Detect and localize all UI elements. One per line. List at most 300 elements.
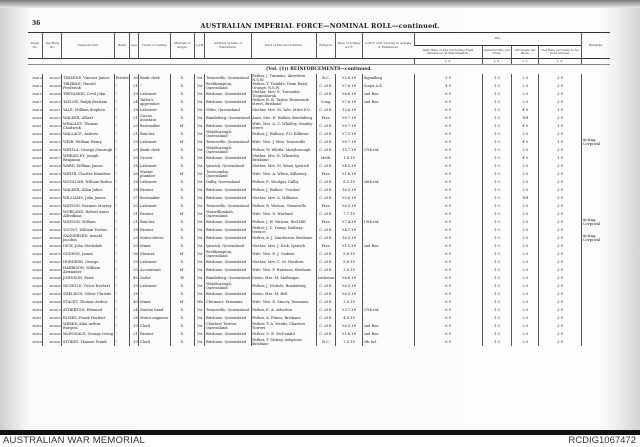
pay-value: 3 0: [512, 322, 539, 330]
tax-no: 402017: [43, 154, 62, 162]
enlistment-address: Brisbane, Queensland: [205, 98, 251, 106]
rank: ": [115, 194, 130, 202]
religion: Pres.: [317, 170, 336, 178]
married-status: S.: [170, 114, 194, 122]
table-row: [28, 146, 610, 154]
unit-served: 5th Inf.: [362, 338, 414, 346]
pay-value: 1 0: [539, 138, 582, 146]
unit-served: ..: [362, 106, 414, 114]
rank: ": [115, 298, 130, 306]
religion: C. of E.: [317, 226, 336, 234]
age: 18: [130, 186, 139, 194]
tax-no: 402050: [43, 290, 62, 298]
pay-value: 6 0: [414, 282, 482, 290]
joining-date: 13.6.18: [336, 106, 363, 114]
table-row: [28, 74, 610, 82]
married-status: S.: [170, 306, 194, 314]
tax-no: 402023: [43, 202, 62, 210]
tax-no: 402018: [43, 162, 62, 170]
regtl-no: 39433: [32, 204, 42, 208]
pay-value: 1 0: [539, 122, 582, 130]
regtl-no: 39447: [32, 292, 42, 296]
column-header-trade: Trade or Calling.: [139, 33, 170, 59]
pay-value: 6 0: [414, 106, 482, 114]
age: 40: [130, 298, 139, 306]
unit-served: ..: [362, 274, 414, 282]
married-status: S.: [170, 90, 194, 98]
column-header-tax: Tax Book No.: [43, 33, 62, 59]
next-of-kin: Mother, Mrs. E. Trevaskis, Toogoolawah: [251, 90, 316, 98]
pay-value: 1 0: [482, 306, 512, 314]
pay-value: 6 0: [414, 234, 482, 242]
age: 26: [130, 170, 139, 178]
remarks: [581, 74, 610, 82]
tax-no: 402016: [43, 146, 62, 154]
ajb: 1st: [194, 226, 204, 234]
enlistment-address: Maryborough, Queensland: [205, 130, 251, 138]
age: 27: [130, 194, 139, 202]
pay-value: 3 0: [512, 242, 539, 250]
pay-value: 3 0: [512, 266, 539, 274]
joining-date: 28.7.18: [336, 114, 363, 122]
trade: Bank clerk: [139, 146, 170, 154]
next-of-kin: Wife, Mrs. E. J. Godwin: [251, 250, 316, 258]
married-status: M.: [170, 170, 194, 178]
unit-served: 2nd Res.: [362, 330, 414, 338]
rank: ": [115, 122, 130, 130]
enlistment-address: Brisbane, Queensland: [205, 186, 251, 194]
religion: C. of E.: [317, 266, 336, 274]
ajb: 1st: [194, 186, 204, 194]
age: 18: [130, 290, 139, 298]
joining-date: 26.5.18: [336, 282, 363, 290]
pay-value: 3 0: [512, 274, 539, 282]
table-row: [28, 322, 610, 330]
joining-date: 26.5.18: [336, 290, 363, 298]
tax-no: 402019: [43, 306, 62, 314]
next-of-kin: Wife, Mrs. A. White, Killarney: [251, 170, 316, 178]
trade: Farmer: [139, 226, 170, 234]
pay-value: 2 0: [539, 74, 582, 82]
age: 21: [130, 130, 139, 138]
regtl-no: 39432: [32, 196, 42, 200]
unit-served: ..: [362, 298, 414, 306]
regtl-no: 39420: [32, 116, 42, 120]
table-row: [28, 114, 610, 122]
soldier-name: WATSON, Norman Murray: [62, 202, 115, 210]
tax-no: 402046: [43, 274, 62, 282]
unit-label: s. d.: [482, 59, 512, 65]
pay-value: 3 0: [512, 250, 539, 258]
religion: C. of E.: [317, 90, 336, 98]
pay-value: 3 0: [512, 170, 539, 178]
remarks: [581, 202, 610, 210]
ajb: 1st: [194, 290, 204, 298]
regtl-no: 39442: [32, 268, 42, 272]
trade: Station hand: [139, 306, 170, 314]
married-status: M.: [170, 250, 194, 258]
age: 20: [130, 202, 139, 210]
pay-value: 6 0: [414, 290, 482, 298]
soldier-name: WALLACE, Andrew: [62, 130, 115, 138]
pay-value: 3 0: [512, 98, 539, 106]
soldier-name: TREVASKIS, Cecil John: [62, 90, 115, 98]
pay-value: 2 0: [539, 130, 582, 138]
enlistment-address: Bundaberg, Queensland: [205, 276, 250, 280]
remarks: [581, 330, 610, 338]
next-of-kin: Father, J. Walker, "Gordon": [251, 186, 316, 194]
trade: Bootmaker: [139, 122, 170, 130]
unit-served: ..: [362, 194, 414, 202]
ajb: 1st: [194, 210, 204, 218]
soldier-name: JOHNSON, Peter: [62, 274, 115, 282]
next-of-kin: Father, J. Timmins, Aberdeen, N.S.W.: [251, 74, 316, 82]
next-of-kin: Father, W. Whitla, Maryborough: [251, 146, 316, 154]
married-status: S.: [170, 290, 194, 298]
enlistment-address: Murwillumbah, Queensland: [205, 210, 251, 218]
soldier-name: WILLIAMS, John James: [62, 194, 115, 202]
trade: Butcher: [139, 218, 170, 226]
pay-value: 6 0: [414, 98, 482, 106]
regtl-no: 39438: [32, 244, 42, 248]
column-header-name: Name (in full).: [62, 33, 115, 59]
pay-value: 6 0: [414, 90, 482, 98]
pay-value: 6 0: [414, 266, 482, 274]
remarks: Acting Corporal: [581, 234, 610, 242]
enlistment-address: Charters Towers, Queensland: [205, 322, 251, 330]
joining-date: 8.5.18: [336, 178, 363, 186]
table-row: [28, 242, 610, 250]
rank: ": [115, 106, 130, 114]
enlistment-address: Ipswich, Queensland: [205, 242, 251, 250]
remarks: [581, 114, 610, 122]
joining-date: 24.7.18: [336, 226, 363, 234]
pay-value: 3 0: [512, 330, 539, 338]
pay-value: 6 0: [414, 242, 482, 250]
married-status: S.: [170, 82, 194, 90]
regtl-no: 39414: [32, 76, 42, 80]
unit-served: ..: [362, 154, 414, 162]
remarks: [581, 338, 610, 346]
pay-value: 6 0: [414, 146, 482, 154]
married-status: S.: [170, 74, 194, 82]
unit-label: s. d.: [512, 59, 539, 65]
pay-value: 6 0: [414, 154, 482, 162]
regtl-no: 39452: [32, 324, 42, 328]
pay-value: 1 0: [482, 186, 512, 194]
soldier-name: WATSON, William: [62, 218, 115, 226]
married-status: S.: [170, 194, 194, 202]
pay-value: 1 0: [482, 146, 512, 154]
page-number: 36: [32, 20, 41, 27]
unit-label: s. d.: [539, 59, 582, 65]
pay-value: 6 0: [414, 322, 482, 330]
pay-value: 1 0: [482, 250, 512, 258]
joining-date: 26.5.18: [336, 322, 363, 330]
married-status: M.: [170, 138, 194, 146]
trade: Butcher: [139, 130, 170, 138]
regtl-no: 39424: [32, 140, 42, 144]
remarks: [581, 306, 610, 314]
rank: ": [115, 250, 130, 258]
table-row: [28, 154, 610, 162]
joining-date: 26.6.18: [336, 90, 363, 98]
pay-value: 1 0: [482, 330, 512, 338]
pay-value: 1 0: [482, 266, 512, 274]
age: 24: [130, 306, 139, 314]
soldier-name: ELMES, Frank Herbert: [62, 314, 115, 322]
pay-value: 1 0: [539, 154, 582, 162]
next-of-kin: Wife, Mrs. A. C. Whalley, Stanley-street: [251, 122, 316, 130]
pay-value: 6 0: [414, 170, 482, 178]
married-status: S.: [170, 218, 194, 226]
unit-served: ..: [362, 162, 414, 170]
joining-date: 21.8.18: [336, 330, 363, 338]
unit-served: ..: [362, 282, 414, 290]
religion: C. of E.: [317, 82, 336, 90]
pay-value: 1 0: [482, 290, 512, 298]
ajb: 1st: [194, 146, 204, 154]
tax-no: 402022: [43, 194, 62, 202]
pay-value: 3 0: [512, 90, 539, 98]
rank: ": [115, 242, 130, 250]
unit-served: 2nd Res.: [362, 242, 414, 250]
regtl-no: 39429: [32, 180, 42, 184]
tax-no: 402060: [43, 242, 62, 250]
soldier-name: YOUNG, William Tertius: [62, 226, 115, 234]
regtl-no: 39422: [32, 132, 42, 136]
trade: Grocer: [139, 154, 170, 162]
remarks: [581, 106, 610, 114]
pay-value: 6 0: [414, 162, 482, 170]
married-status: M.: [170, 210, 194, 218]
pay-value: 3 0: [512, 338, 539, 346]
age: 19: [130, 90, 139, 98]
joining-date: 20.7.18: [336, 122, 363, 130]
table-row: [28, 178, 610, 186]
religion: Pres.: [317, 218, 336, 226]
religion: C. of E.: [317, 186, 336, 194]
trade: Miner: [139, 298, 170, 306]
pay-value: 1 0: [482, 218, 512, 226]
trade: Motor engineer: [140, 316, 169, 320]
unit-served: ..: [362, 250, 414, 258]
joining-date: 4.5.18: [336, 314, 363, 322]
pay-value: 1 0: [482, 74, 512, 82]
table-row: [28, 138, 610, 146]
column-header-ajb: A.J.B.: [194, 33, 204, 59]
tax-no: 402011: [43, 106, 62, 114]
pay-value: 2 0: [539, 114, 582, 122]
next-of-kin: Father, G. E. McDonald: [251, 330, 316, 338]
married-status: S.: [170, 226, 194, 234]
trade: Farmer: [139, 186, 170, 194]
roll-table-header: [28, 33, 610, 65]
age: 36: [130, 250, 139, 258]
pay-value: 1 0: [482, 98, 512, 106]
table-row: [28, 226, 610, 234]
joining-date: 9.8.18: [336, 258, 363, 266]
pay-value: 1 0: [482, 162, 512, 170]
rank: ": [115, 290, 130, 298]
rank: ": [115, 146, 130, 154]
pay-value: 2 0: [539, 170, 582, 178]
pay-value: 2 0: [539, 242, 582, 250]
unit-served: ..: [362, 210, 414, 218]
regtl-no: 39434: [32, 212, 42, 216]
unit-served: ..: [362, 122, 414, 130]
regtl-no: 39428: [32, 172, 42, 176]
joining-date: 26.6.18: [336, 274, 363, 282]
religion: Cong.: [317, 98, 336, 106]
regtl-no: 39419: [32, 108, 42, 112]
trade: Labourer: [139, 162, 170, 170]
joining-date: 9.8.18: [336, 250, 363, 258]
joining-date: 15.7.18: [336, 146, 363, 154]
married-status: S.: [170, 186, 194, 194]
trade: Labourer: [139, 90, 170, 98]
age: 18: [130, 106, 139, 114]
remarks: [581, 322, 610, 330]
religion: Meth.: [317, 154, 336, 162]
enlistment-address: Brisbane, Queensland: [205, 122, 251, 130]
age: 29: [130, 138, 139, 146]
ajb: 1st: [194, 202, 204, 210]
pay-value: 6 0: [414, 186, 482, 194]
remarks: [581, 154, 610, 162]
unit-served: ..: [362, 314, 414, 322]
age: 23: [130, 146, 139, 154]
pay-value: 6 0: [414, 194, 482, 202]
rank: ": [115, 274, 130, 282]
enlistment-address: Townsville, Queensland: [205, 138, 251, 146]
column-header-pay-group: Pay.: [414, 33, 581, 46]
remarks: Acting Corporal: [581, 138, 610, 146]
regtl-no: 39413: [32, 84, 42, 88]
pay-value: 5 0: [539, 194, 582, 202]
table-row: [28, 298, 610, 306]
table-row: [28, 210, 610, 218]
table-row: [28, 82, 610, 90]
soldier-name: DICK, John Stockdale: [62, 242, 115, 250]
regtl-no: 39421: [32, 124, 42, 128]
soldier-name: TIMMINS, Vincent Junior: [62, 74, 115, 82]
religion: C. of E.: [317, 290, 336, 298]
table-row: [28, 338, 610, 346]
regtl-no: 39450: [32, 308, 42, 312]
soldier-name: WOOLGAR, William Baden: [62, 178, 115, 186]
age: 24: [130, 98, 139, 106]
unit-served: ..: [362, 186, 414, 194]
pay-value: 2 0: [539, 322, 582, 330]
pay-value: 3 0: [512, 306, 539, 314]
age: 19: [130, 338, 139, 346]
tax-no: 402047: [43, 258, 62, 266]
pay-value: 2 0: [539, 210, 582, 218]
enlistment-address: Townsville, Queensland: [205, 74, 251, 82]
unit-served: 26th Inf.: [362, 178, 414, 186]
next-of-kin: Sister, Mrs. M. Bell: [251, 290, 316, 298]
ajb: 1st: [194, 250, 204, 258]
tax-no: 402012: [43, 114, 62, 122]
next-of-kin: Wife, Mrs. F. Harrison, Brisbane: [251, 266, 316, 274]
rank: ": [115, 90, 130, 98]
unit-served: ..: [362, 266, 414, 274]
religion: C. of E.: [317, 162, 336, 170]
ajb: 1st: [194, 82, 204, 90]
joining-date: 21.1.18: [336, 242, 363, 250]
religion: R.C.: [317, 74, 336, 82]
soldier-name: TAYLOR, Ralph Bertram: [62, 98, 115, 106]
married-status: M.: [170, 298, 194, 306]
joining-date: 16.5.18: [336, 234, 363, 242]
pay-value: 1 0: [539, 106, 582, 114]
pay-value: 2 0: [512, 74, 539, 82]
unit-served: Corps A.E.: [362, 82, 414, 90]
regtl-no: 39440: [32, 252, 42, 256]
pay-value: 2 0: [539, 338, 582, 346]
remarks: Acting Corporal: [581, 218, 610, 226]
pay-value: 2 0: [539, 250, 582, 258]
married-status: W.: [170, 274, 194, 282]
enlistment-address: Maryborough, Queensland: [205, 146, 251, 154]
trade: Labourer: [139, 178, 170, 186]
pay-value: 1 0: [482, 202, 512, 210]
ajb: 1st: [194, 274, 204, 282]
next-of-kin: Mother, Mrs. J. Dick, Ipswich: [251, 242, 316, 250]
religion: C. of E.: [317, 330, 336, 338]
next-of-kin: Father, E. Woolgar, Dalby: [251, 178, 316, 186]
pay-value: 1 0: [482, 274, 512, 282]
married-status: S.: [170, 282, 194, 290]
joining-date: 26.5.18: [336, 202, 363, 210]
trade: Sailor: [139, 274, 170, 282]
trade: Labourer: [139, 282, 170, 290]
joining-date: 24.5.18: [336, 162, 363, 170]
next-of-kin: Father, T. Trimble, Dean Road, Orange, N.S.W.: [251, 82, 316, 90]
rank: ": [115, 130, 130, 138]
ajb: 1st: [194, 330, 204, 338]
joining-date: 20.6.18: [336, 194, 363, 202]
ajb: 1st: [194, 130, 204, 138]
remarks: [581, 162, 610, 170]
age: 20: [130, 242, 139, 250]
remarks: [581, 250, 610, 258]
joining-date: 27.6.18: [336, 98, 363, 106]
pay-value: 2 0: [539, 202, 582, 210]
remarks: [581, 170, 610, 178]
table-row: [28, 186, 610, 194]
enlistment-address: Brisbane, Queensland: [205, 290, 251, 298]
pay-value: 2 0: [539, 314, 582, 322]
pay-value: Nil: [512, 114, 539, 122]
age: 21: [130, 82, 139, 90]
pay-value: 2 0: [539, 298, 582, 306]
unit-served: 27th Inf.: [362, 306, 414, 314]
pay-value: 2 0: [539, 266, 582, 274]
pay-value: 1 0: [482, 122, 512, 130]
pay-value: 2 0: [539, 90, 582, 98]
pay-value: 1 0: [482, 82, 512, 90]
remarks: [581, 290, 610, 298]
religion: C. of E.: [317, 306, 336, 314]
ajb: 1st: [194, 154, 204, 162]
soldier-name: YALE, William Stephen: [62, 106, 115, 114]
tax-no: 402090: [43, 298, 62, 306]
tax-no: 402041: [43, 218, 62, 226]
table-row: [28, 90, 610, 98]
age: 21: [130, 114, 139, 122]
